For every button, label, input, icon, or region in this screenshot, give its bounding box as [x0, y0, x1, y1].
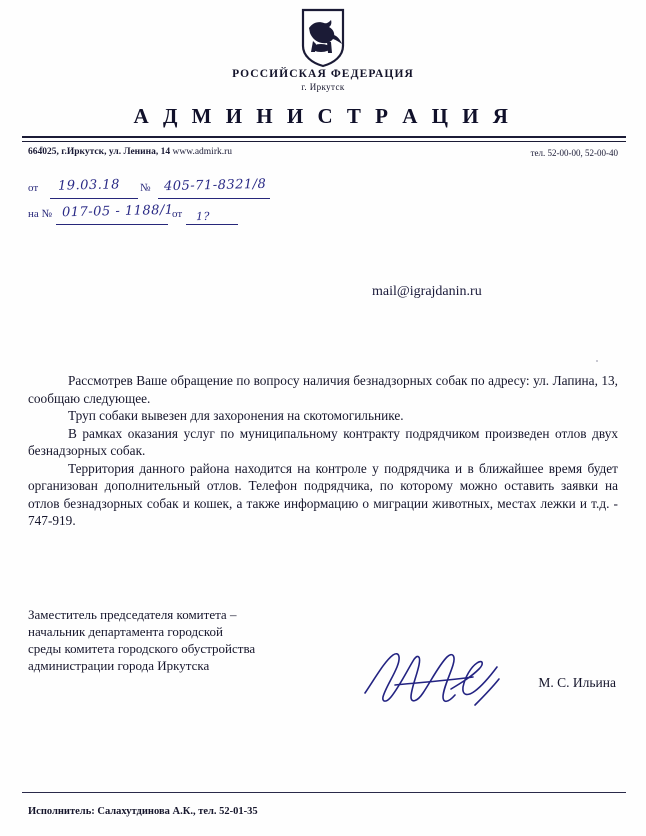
postal-address: 664025, г.Иркутск, ул. Ленина, 14 [28, 147, 171, 157]
paper-speck [596, 360, 598, 362]
from-label: от [28, 182, 39, 194]
reference-block [28, 178, 348, 230]
body-paragraph: Труп собаки вывезен для захоронения на скотомогильнике. [68, 408, 404, 423]
footer-rule [22, 792, 626, 793]
signatory-position-line: среды комитета городского обустройства [28, 641, 256, 656]
signatory-position-line: начальник департамента городской [28, 624, 224, 639]
reply-date-label: от [172, 208, 183, 220]
executor-line: Исполнитель: Салахутдинова А.К., тел. 52-01-35 [28, 806, 258, 817]
reply-value: 017-05 - 1188/1 [61, 202, 174, 221]
signatory-position-line: Заместитель председателя комитета – [28, 607, 237, 622]
header-rule-thick [22, 136, 626, 138]
signatory-name: М. С. Ильина [538, 675, 616, 690]
number-value: 405-71-8321/8 [163, 176, 267, 195]
reply-label: на № [28, 208, 53, 220]
addressee-email[interactable]: mail@igrajdanin.ru [372, 284, 482, 299]
number-label: № [140, 182, 151, 194]
organization-city: г. Иркутск [301, 82, 345, 92]
body-paragraph: Территория данного района находится на контроле у подрядчика и в ближайшее время будет организован дополнительный отлов. Телефон подрядчика, по которому можно оставить заявки на отлов безнадзорных собак и кошек, а также информацию о миграции животных, местах лежки и т.д. - 747-919. [28, 460, 618, 528]
reply-date-value: 1? [195, 209, 211, 224]
from-value: 19.03.18 [57, 177, 121, 194]
number-underline [158, 198, 270, 199]
from-underline [50, 198, 138, 199]
letter-body [28, 372, 618, 530]
signatory-position-line: администрации города Иркутска [28, 658, 210, 673]
reference-row-incoming [28, 204, 348, 230]
reference-row-outgoing [28, 178, 348, 204]
address-line [28, 147, 232, 157]
website-url[interactable]: www.admirk.ru [172, 147, 233, 157]
reply-date-underline [186, 224, 238, 225]
body-paragraph: В рамках оказания услуг по муниципальному контракту подрядчиком произведен отлов двух безнадзорных собак. [28, 425, 618, 458]
reply-underline [56, 224, 168, 225]
document-heading: А Д М И Н И С Т Р А Ц И Я [133, 104, 513, 128]
header-rule-thin [22, 141, 626, 142]
organization-name: РОССИЙСКАЯ ФЕДЕРАЦИЯ [232, 68, 414, 80]
handwritten-signature-icon [355, 645, 525, 715]
signatory-position [28, 606, 255, 674]
phone-line: тел. 52-00-00, 52-00-40 [530, 148, 618, 158]
body-paragraph: Рассмотрев Ваше обращение по вопросу наличия безнадзорных собак по адресу: ул. Лапина, 13, сообщаю следующее. [28, 373, 618, 406]
coat-of-arms-icon [0, 8, 646, 73]
